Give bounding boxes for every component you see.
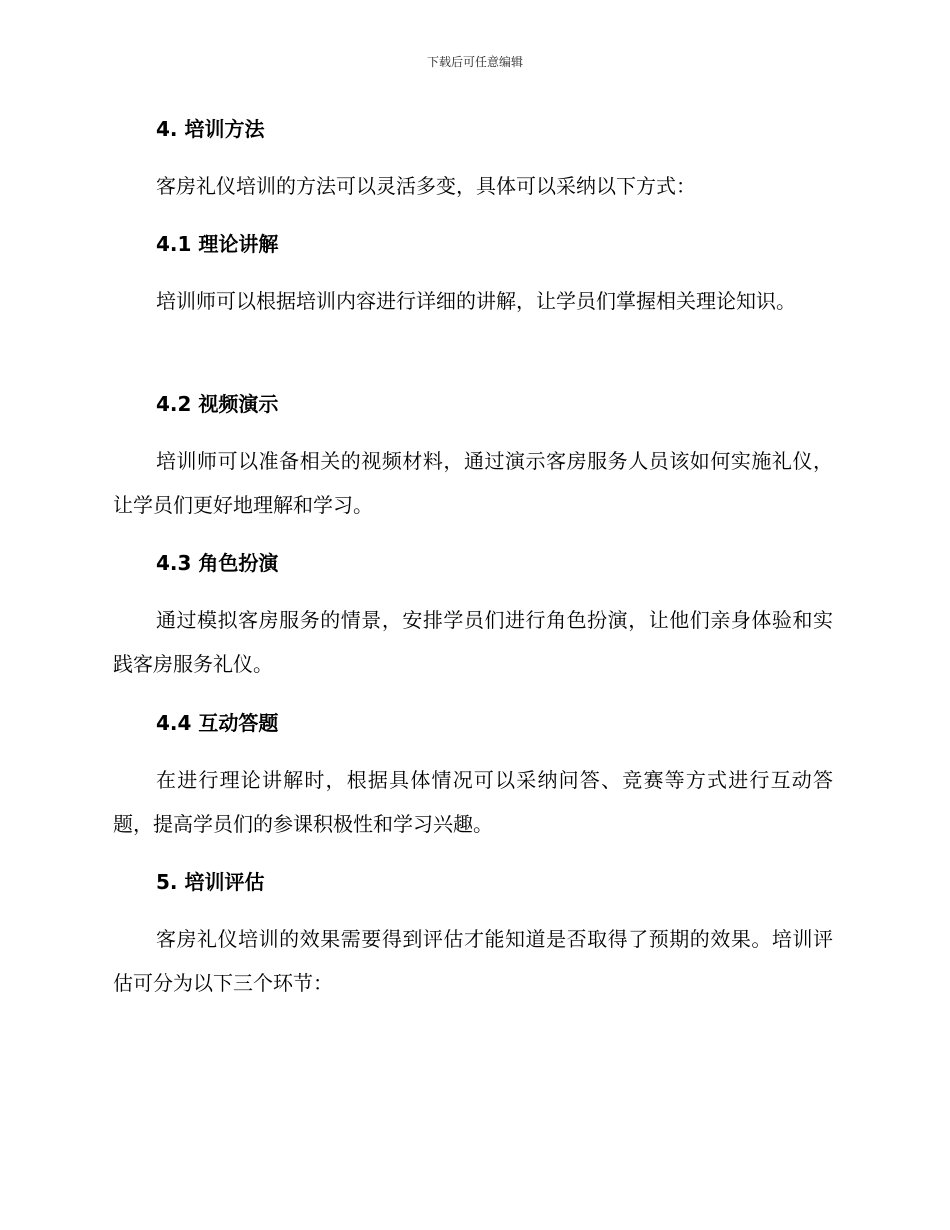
paragraph-evaluation: 客房礼仪培训的效果需要得到评估才能知道是否取得了预期的效果。培训评估可分为以下三个环节： [113, 927, 833, 995]
paragraph-intro-methods: 客房礼仪培训的方法可以灵活多变，具体可以采纳以下方式： [156, 174, 696, 198]
paragraph-4-1: 培训师可以根据培训内容进行详细的讲解，让学员们掌握相关理论知识。 [156, 289, 796, 313]
section-heading-4-1: 4.1 理论讲解 [156, 232, 279, 256]
section-heading-training-methods: 4. 培训方法 [156, 117, 265, 141]
section-heading-4-4: 4.4 互动答题 [156, 711, 279, 735]
page-header: 下载后可任意编辑 [426, 55, 523, 69]
paragraph-4-3: 通过模拟客房服务的情景，安排学员们进行角色扮演，让他们亲身体验和实践客房服务礼仪。 [113, 608, 833, 676]
paragraph-4-2: 培训师可以准备相关的视频材料，通过演示客房服务人员该如何实施礼仪，让学员们更好地理解和学习。 [113, 449, 833, 517]
section-heading-4-2: 4.2 视频演示 [156, 392, 279, 416]
section-heading-training-evaluation: 5. 培训评估 [156, 870, 265, 894]
paragraph-4-4: 在进行理论讲解时，根据具体情况可以采纳问答、竞赛等方式进行互动答题，提高学员们的参课积极性和学习兴趣。 [113, 768, 833, 836]
section-heading-4-3: 4.3 角色扮演 [156, 551, 279, 575]
